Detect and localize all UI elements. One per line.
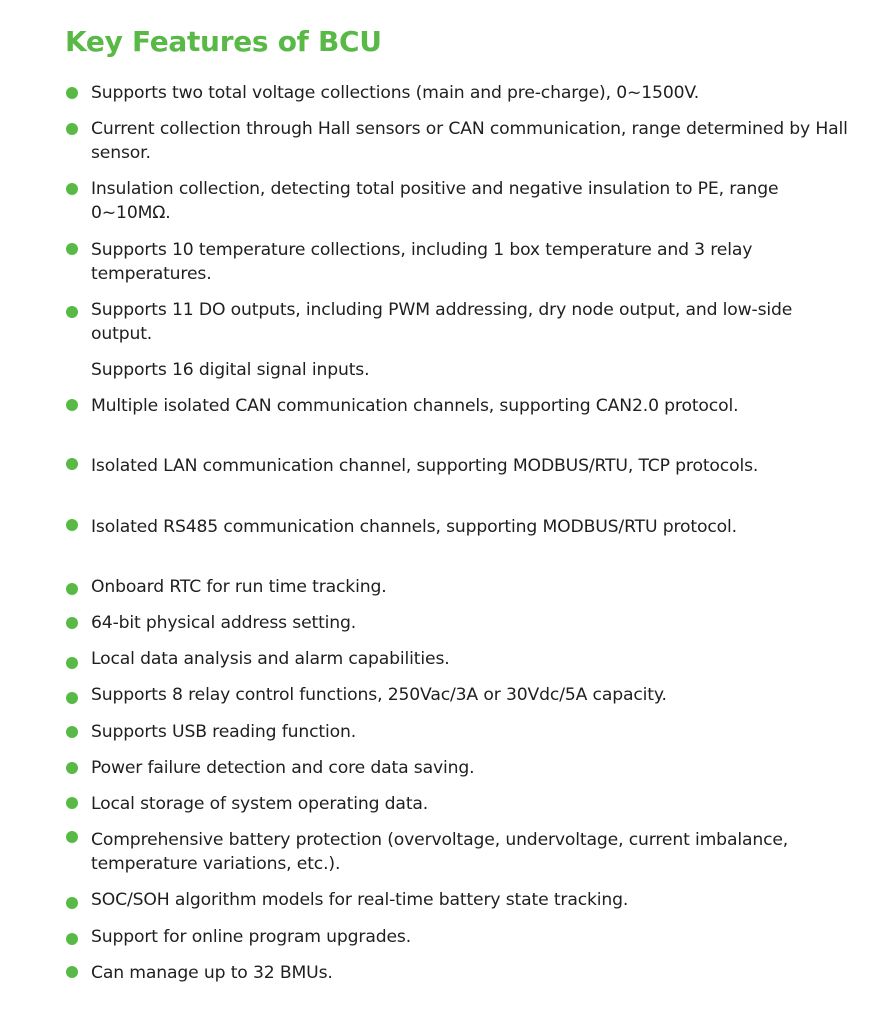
feature-text: Supports 16 digital signal inputs. bbox=[91, 360, 370, 380]
feature-text: Power failure detection and core data saving. bbox=[91, 758, 475, 778]
feature-text: Isolated LAN communication channel, supporting MODBUS/RTU, TCP protocols. bbox=[91, 456, 759, 476]
feature-text: Current collection through Hall sensors or CAN communication, range determined by Hall sensor. bbox=[91, 119, 848, 163]
feature-text: Comprehensive battery protection (overvoltage, undervoltage, current imbalance, temperature variations, etc.). bbox=[91, 830, 789, 874]
bullet-dot-icon bbox=[66, 519, 78, 531]
feature-text: Insulation collection, detecting total positive and negative insulation to PE, range 0~10MΩ. bbox=[91, 179, 779, 223]
feature-text: Supports two total voltage collections (main and pre-charge), 0~1500V. bbox=[91, 83, 700, 103]
feature-text: Local storage of system operating data. bbox=[91, 794, 429, 814]
bullet-dot-icon bbox=[66, 933, 78, 945]
feature-text: Support for online program upgrades. bbox=[91, 927, 412, 947]
bullet-dot-icon bbox=[66, 243, 78, 255]
feature-text: SOC/SOH algorithm models for real-time battery state tracking. bbox=[91, 890, 629, 910]
bullet-dot-icon bbox=[66, 762, 78, 774]
bullet-dot-icon bbox=[66, 617, 78, 629]
bullet-dot-icon bbox=[66, 306, 78, 318]
feature-text: Can manage up to 32 BMUs. bbox=[91, 963, 333, 983]
page-title: Key Features of BCU bbox=[65, 25, 382, 58]
feature-text: Local data analysis and alarm capabilities. bbox=[91, 649, 450, 669]
bullet-dot-icon bbox=[66, 897, 78, 909]
bullet-dot-icon bbox=[66, 123, 78, 135]
feature-text: Supports 8 relay control functions, 250Vac/3A or 30Vdc/5A capacity. bbox=[91, 685, 667, 705]
feature-text: Onboard RTC for run time tracking. bbox=[91, 577, 387, 597]
bullet-dot-icon bbox=[66, 966, 78, 978]
feature-text: Supports 10 temperature collections, including 1 box temperature and 3 relay temperatures. bbox=[91, 240, 753, 284]
bullet-dot-icon bbox=[66, 657, 78, 669]
feature-text: 64-bit physical address setting. bbox=[91, 613, 357, 633]
feature-text: Isolated RS485 communication channels, supporting MODBUS/RTU protocol. bbox=[91, 517, 737, 537]
bullet-dot-icon bbox=[66, 831, 78, 843]
bullet-dot-icon bbox=[66, 726, 78, 738]
feature-text: Multiple isolated CAN communication channels, supporting CAN2.0 protocol. bbox=[91, 396, 739, 416]
bullet-dot-icon bbox=[66, 797, 78, 809]
bullet-dot-icon bbox=[66, 87, 78, 99]
feature-text: Supports 11 DO outputs, including PWM addressing, dry node output, and low-side output. bbox=[91, 300, 793, 344]
bullet-dot-icon bbox=[66, 692, 78, 704]
bullet-dot-icon bbox=[66, 399, 78, 411]
feature-text: Supports USB reading function. bbox=[91, 722, 357, 742]
bullet-dot-icon bbox=[66, 583, 78, 595]
bullet-dot-icon bbox=[66, 458, 78, 470]
bullet-dot-icon bbox=[66, 183, 78, 195]
